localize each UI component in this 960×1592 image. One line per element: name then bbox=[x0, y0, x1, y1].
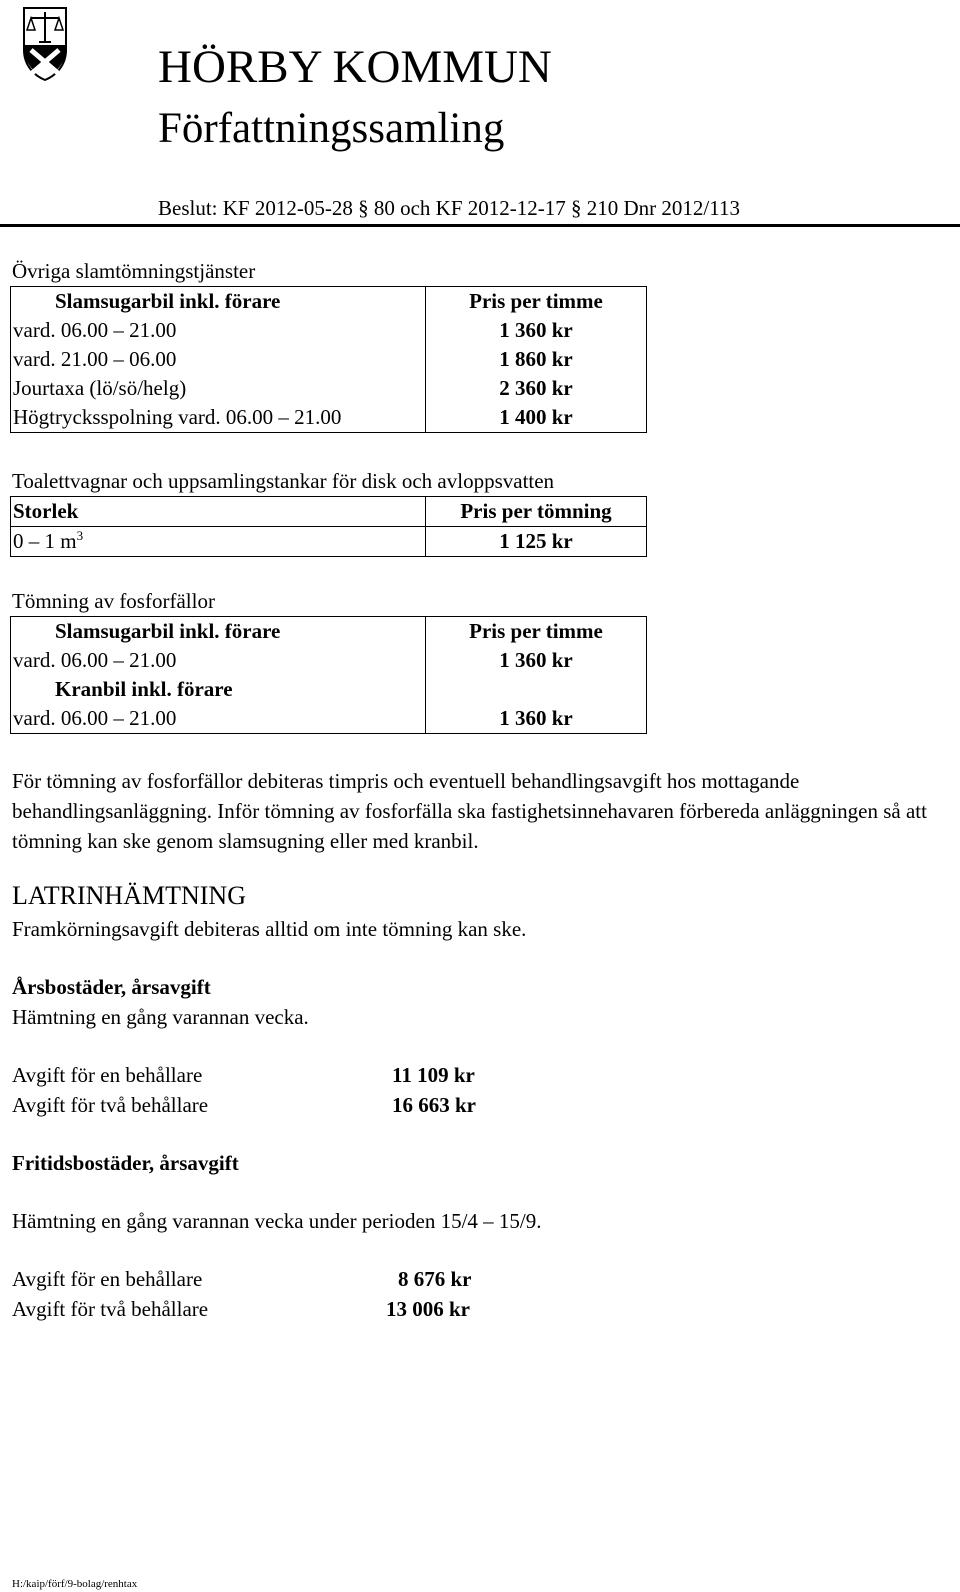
collection-subtitle: Författningssamling bbox=[158, 105, 505, 152]
leisure-fee2-value: 13 006 kr bbox=[386, 1297, 470, 1321]
coat-of-arms-logo bbox=[21, 6, 69, 82]
table-header-cell: Slamsugarbil inkl. förare bbox=[11, 617, 426, 647]
table-cell: vard. 06.00 – 21.00 bbox=[11, 646, 426, 675]
table-cell: 1 400 kr bbox=[426, 403, 647, 433]
table-header-cell: Pris per timme bbox=[426, 617, 647, 647]
table-cell: 1 125 kr bbox=[426, 527, 647, 557]
year-fee1-label: Avgift för en behållare bbox=[12, 1063, 203, 1087]
table-header-cell: Slamsugarbil inkl. förare bbox=[11, 287, 426, 317]
table-cell: 1 860 kr bbox=[426, 345, 647, 374]
table-row bbox=[11, 403, 647, 433]
ovriga-heading: Övriga slamtömningstjänster bbox=[12, 259, 256, 283]
size-label: 0 – 1 m bbox=[13, 529, 77, 553]
leisure-fee2-label: Avgift för två behållare bbox=[12, 1297, 209, 1321]
table-row bbox=[11, 374, 647, 403]
year-fee2-value: 16 663 kr bbox=[392, 1093, 476, 1117]
table-cell: vard. 21.00 – 06.00 bbox=[11, 345, 426, 374]
year-fee1-value: 11 109 kr bbox=[392, 1063, 475, 1087]
table-row bbox=[11, 675, 647, 704]
fosfor-paragraph: För tömning av fosforfällor debiteras timpris och eventuell behandlingsavgift hos mottagande behandlingsanläggning. Inför tömning av fosforfälla ska fastighetsinnehavaren förbereda anläggningen så att tömning kan ske genom slamsugning eller med kranbil. bbox=[12, 769, 927, 853]
table-row bbox=[11, 345, 647, 374]
header-divider bbox=[0, 224, 960, 227]
year-frequency: Hämtning en gång varannan vecka. bbox=[12, 1005, 309, 1029]
toalett-price-table bbox=[10, 496, 647, 557]
year-heading: Årsbostäder, årsavgift bbox=[12, 975, 211, 999]
table-cell: vard. 06.00 – 21.00 bbox=[11, 704, 426, 734]
leisure-heading: Fritidsbostäder, årsavgift bbox=[12, 1151, 239, 1175]
table-row bbox=[11, 617, 647, 647]
year-fee2-label: Avgift för två behållare bbox=[12, 1093, 209, 1117]
table-header-cell: Storlek bbox=[11, 497, 426, 527]
latrin-heading: LATRINHÄMTNING bbox=[12, 881, 246, 910]
footer-file-path: H:/kaip/förf/9-bolag/renhtax bbox=[12, 1578, 138, 1590]
table-header-cell: Pris per timme bbox=[426, 287, 647, 317]
table-cell: 1 360 kr bbox=[426, 316, 647, 345]
table-row bbox=[11, 704, 647, 734]
fosfor-price-table bbox=[10, 616, 647, 734]
table-cell bbox=[11, 527, 426, 557]
table-row bbox=[11, 497, 647, 527]
table-cell: 1 360 kr bbox=[426, 704, 647, 734]
table-cell: 1 360 kr bbox=[426, 646, 647, 675]
table-row bbox=[11, 287, 647, 317]
toalett-heading: Toalettvagnar och uppsamlingstankar för disk och avloppsvatten bbox=[12, 469, 555, 493]
table-subheader-cell: Kranbil inkl. förare bbox=[11, 675, 426, 704]
table-row bbox=[11, 646, 647, 675]
table-row bbox=[11, 316, 647, 345]
table-cell-empty bbox=[426, 675, 647, 704]
leisure-frequency: Hämtning en gång varannan vecka under perioden 15/4 – 15/9. bbox=[12, 1209, 542, 1233]
municipality-title: HÖRBY KOMMUN bbox=[158, 41, 552, 93]
size-unit-exponent: 3 bbox=[76, 528, 84, 543]
ovriga-price-table bbox=[10, 286, 647, 433]
table-cell: Jourtaxa (lö/sö/helg) bbox=[11, 374, 426, 403]
leisure-fee1-label: Avgift för en behållare bbox=[12, 1267, 203, 1291]
decision-reference: Beslut: KF 2012-05-28 § 80 och KF 2012-12-17 § 210 Dnr 2012/113 bbox=[158, 196, 740, 220]
table-row bbox=[11, 527, 647, 557]
table-cell: vard. 06.00 – 21.00 bbox=[11, 316, 426, 345]
table-header-cell: Pris per tömning bbox=[426, 497, 647, 527]
fosfor-heading: Tömning av fosforfällor bbox=[12, 589, 215, 613]
table-cell: 2 360 kr bbox=[426, 374, 647, 403]
table-cell: Högtrycksspolning vard. 06.00 – 21.00 bbox=[11, 403, 426, 433]
latrin-note: Framkörningsavgift debiteras alltid om inte tömning kan ske. bbox=[12, 917, 527, 941]
leisure-fee1-value: 8 676 kr bbox=[398, 1267, 472, 1291]
